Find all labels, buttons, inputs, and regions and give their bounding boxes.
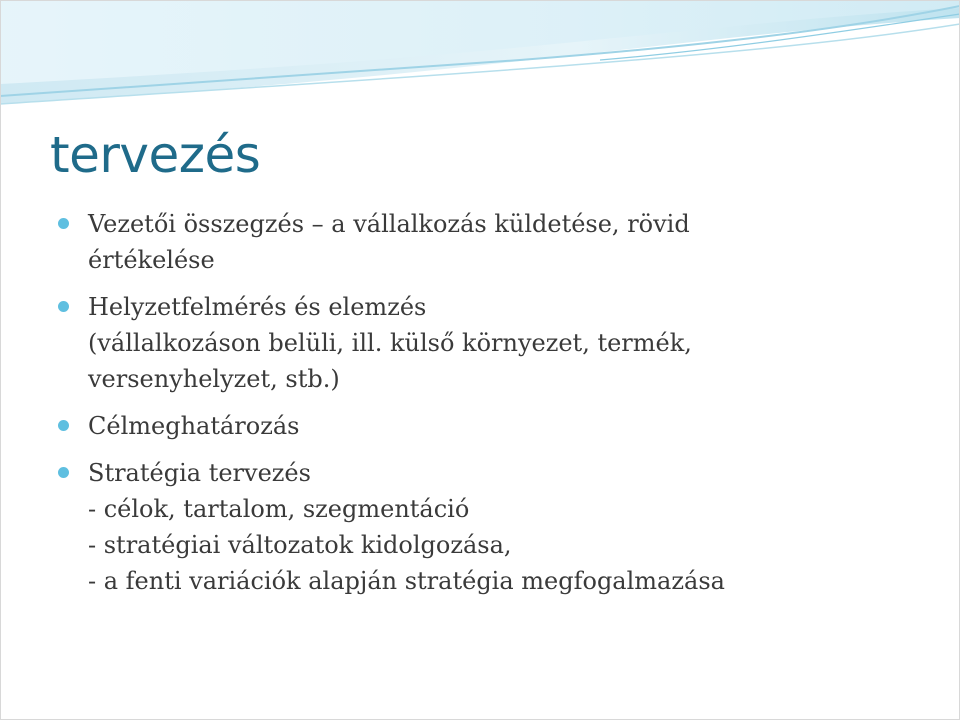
bullet-line: Vezetői összegzés – a vállalkozás küldetése, rövid xyxy=(88,210,690,238)
sub-bullet-line: - célok, tartalom, szegmentáció xyxy=(88,495,470,523)
bullet-item-summary xyxy=(58,206,918,278)
bullet-item-goal-setting xyxy=(58,408,918,444)
bullet-list xyxy=(58,206,918,610)
bullet-dot-icon xyxy=(58,301,69,312)
bullet-dot-icon xyxy=(58,218,69,229)
bullet-line: versenyhelyzet, stb.) xyxy=(88,365,340,393)
sub-bullet-line: - a fenti variációk alapján stratégia megfogalmazása xyxy=(88,567,725,595)
header-wave-decoration xyxy=(0,0,960,110)
bullet-line: Stratégia tervezés xyxy=(88,459,311,487)
sub-bullet-line: - stratégiai változatok kidolgozása, xyxy=(88,531,512,559)
bullet-dot-icon xyxy=(58,420,69,431)
bullet-item-situation-analysis xyxy=(58,289,918,397)
bullet-line: (vállalkozáson belüli, ill. külső környezet, termék, xyxy=(88,329,692,357)
bullet-line: Célmeghatározás xyxy=(88,412,300,440)
bullet-item-strategy-planning xyxy=(58,455,918,599)
bullet-line: értékelése xyxy=(88,246,215,274)
bullet-line: Helyzetfelmérés és elemzés xyxy=(88,293,427,321)
bullet-dot-icon xyxy=(58,467,69,478)
slide-title: tervezés xyxy=(50,126,261,184)
